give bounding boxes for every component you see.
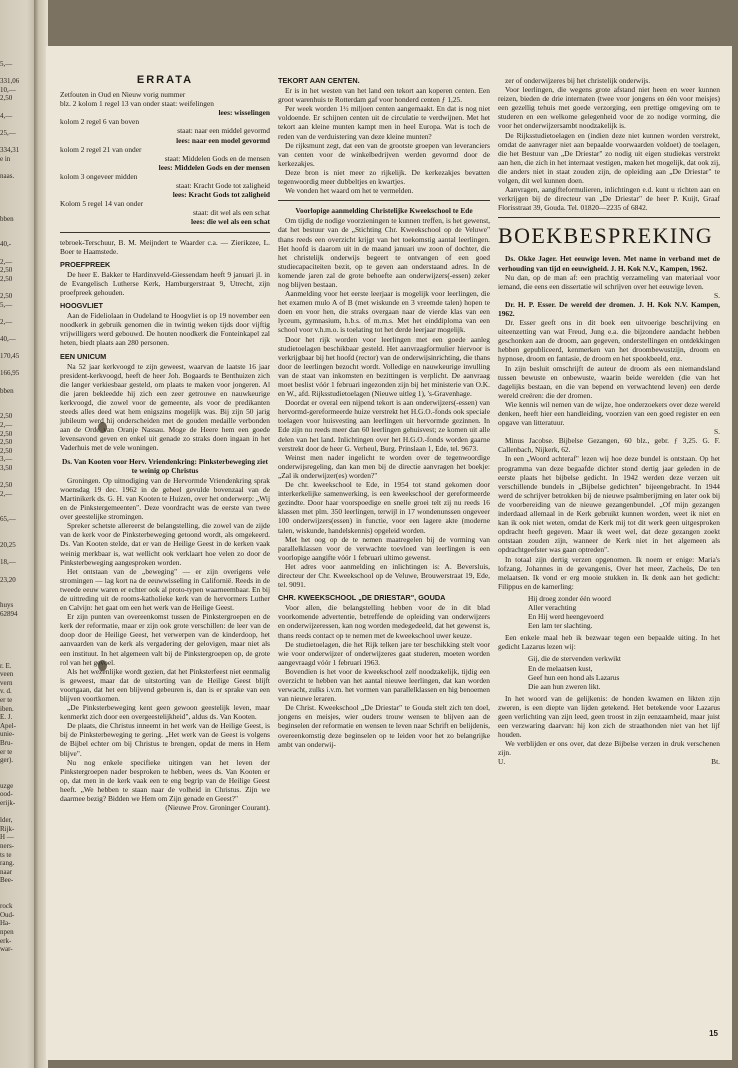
article-paragraph: De Rijksstudietoelagen en (indien deze niet kunnen worden verstrekt, omdat de aanvrager niet aan bepaalde voorwaarden voldoet) de toelagen, die het Bestuur van „De Driestar" zo nodig uit eigen studiekas verstrekt aan hen, die zich in het internaat vestigen, maken het mogelijk, dat ook zij, die anders niet in staat zouden zijn, de opleiding aan „De Driestar" te volgen, dit wel kunnen doen. [498, 130, 720, 186]
review-text: Wie kennis wil nemen van de wijze, hoe onderzoekers over deze wereld denken, heeft hier een handleiding, voorzien van een goed register en een opgave van litteratuur. [498, 399, 720, 428]
strip-line [0, 619, 34, 628]
poem-line: Gij, die de stervenden verkwikt [528, 654, 621, 664]
poem-line: Hij droeg zonder één woord [528, 593, 611, 603]
kooten-source: (Nieuwe Prov. Groninger Courant). [165, 803, 270, 813]
strip-line: 2,50 [0, 446, 13, 455]
strip-line: ger). [0, 756, 14, 765]
strip-line: 5,— [0, 60, 13, 68]
review-jacobse [498, 436, 720, 766]
strip-line [0, 627, 34, 636]
strip-line: Bru- [0, 738, 13, 747]
strip-line [0, 894, 34, 903]
errata-line: lees: wisselingen [218, 108, 270, 118]
article-paragraph: Nu nog enkele specifieke uitingen van het leven der Pinkstergroepen nader besproken te hebben, wees ds. Van Kooten er op, dat men in de kerk vaak een te eng begrip van de Heilige Geest heeft. „We hebben te staan naar de volheid in Christus. Zijn we daarmee bezig? Bidden we Hem om Zijn genade en Geest?" [60, 757, 270, 804]
strip-line [0, 283, 34, 292]
article-paragraph: Doordat er overal een nijpend tekort is aan onderwijzers(-essen) van hervormd-gereformeerde huize verstrekt het H.G.O.-fonds ook speciale toelagen voor huisvesting aan leerlingen uit hervormde gezinnen. In Ede zijn nu reeds meer dan 60 leerlingen gehuisvest; ze komen uit alle delen van het land. Inlichtingen over het H.G.O.-fonds worden gaarne verstrekt door de heer G. Verheul, Burg. Prinslaan 1, Ede, tel. 9673. [278, 398, 490, 453]
errata-line: staat: naar een middel gevormd [177, 126, 270, 136]
column-3 [498, 76, 720, 767]
strip-line: 2,50 [0, 412, 13, 421]
article-paragraph: Het adres voor aanmelding en inlichtingen is: A. Beversluis, directeur der Chr. Kweekschool op de Veluwe, Brouwerstraat 19, Ede, tel. 9091. [278, 561, 490, 590]
poem-line: En de melaatsen kust, [528, 663, 593, 673]
article-paragraph: We vonden het waard om het te vermelden. [285, 186, 414, 196]
strip-line: 2,50 [0, 94, 13, 103]
strip-line: 25,— [0, 128, 16, 137]
strip-line [0, 249, 34, 258]
article-paragraph: „De Pinksterbeweging kent geen gewoon geestelijk leven, maar kenmerkt zich door een overgeestelijkheid", aldus ds. Van Kooten. [60, 703, 270, 722]
unicum-text: Na 52 jaar kerkvoogd te zijn geweest, waarvan de laatste 16 jaar president-kerkvoogd, heeft de heer Joh. Bogaards te Benthuizen zich die langer verkiesbaar gesteld, om plaats te maken voor jongeren. Al die jaren bekleedde hij zich een zeer getrouwe en nauwkeurige kerkvoogd, die zowel voor de gemeente, als voor de predikanten steeds alles deed wat hem enigszins mogelijk was. Bij zijn 50 jarig jubileum werd hij onderscheiden met de gouden medaille verbonden aan de Orde van Oranje Nassau. Moge de Heere hem een goede levensavond geven en enkel uit genade zo straks doen ingaan in het Vaderhuis met de vele woningen. [60, 361, 270, 453]
article-paragraph: Deze bron is niet meer zo rijkelijk. De kerkezakjes bevatten tegenwoordig meer dubbeltjes en kwartjes. [278, 167, 490, 187]
article-paragraph: zer of onderwijzeres bij het christelijk onderwijs. [505, 76, 651, 85]
strip-line [0, 473, 34, 482]
strip-line [0, 550, 34, 559]
review-esser [498, 300, 720, 436]
strip-line [0, 395, 34, 404]
kooten-heading: Ds. Van Kooten voor Herv. Vriendenkring: Pinksterbeweging ziet te weinig op Christus [62, 456, 268, 475]
errata-line: staat: Kracht Gode tot zaligheid [176, 181, 270, 191]
strip-line: 40,— [0, 335, 16, 343]
review-okke-jager [498, 254, 720, 299]
article-paragraph: De studietoelagen, die het Rijk telken jare ter beschikking stelt voor wie voor onderwijzer of onderwijzeres gaat studeren, moeten worden aangevraagd vóór 1 februari 1963. [278, 639, 490, 667]
strip-line: bben [0, 214, 14, 223]
strip-line [0, 533, 34, 542]
strip-line: 2,50 [0, 274, 13, 283]
strip-line: 334,31 [0, 145, 20, 154]
review-text: In het woord van de gelijkenis: de honden kwamen en likten zijn zweren, is een diepte van lijden getekend. Het betekende voor Lazarus geen verlichting van zijn leed, geen troost in zijn eenzaamheid, maar juist een verzwaring daarvan: hij kon zich de straathonden niet van het lijf houden. [498, 693, 720, 740]
strip-line: E. J. [0, 713, 13, 722]
strip-line: 62894 [0, 610, 18, 618]
proefpreek-text: De heer E. Bakker te Hardinxveld-Giessendam heeft 9 januari jl. in de Evangelisch Lutherse Kerk, Hamburgerstraat 9, Utrecht, zijn proefpreek gehouden. [60, 269, 270, 297]
driestar-heading: CHR. KWEEKSCHOOL „DE DRIESTAR", GOUDA [278, 593, 446, 603]
tekort-heading: TEKORT AAN CENTEN. [278, 76, 360, 85]
errata-line: staat: dit wel als een schat [193, 208, 270, 218]
strip-line [0, 232, 34, 241]
strip-line: 2,— [0, 489, 13, 498]
strip-line: 2,— [0, 317, 13, 326]
article-paragraph: Door het rijk worden voor leerlingen met een goede aanleg studietoelagen beschikbaar gesteld. Het aanvraagformulier hiervoor is verkrijgbaar bij het hoofd (rector) van de onderwijsinrichting, die thans door de leerlingen bezocht wordt. Volledige en nauwkeurige invulling van de staat van inkomsten en bezittingen is verplicht. De aanvraag moet beslist vóór 1 februari ingezonden zijn bij het ministerie van O.K. en W., afd. Rijksstudietoelagen (Nieuwe uitleg 1), 's-Gravenhage. [278, 334, 490, 399]
review-text: We verblijden er ons over, dat deze Bijbelse verzen in druk verschenen zijn. [498, 739, 720, 758]
review-text: Nu dan, op de man af: een prachtig verzameling van materiaal voor iemand, die eens een dissertatie wil schrijven over het eeuwige leven. [498, 272, 720, 291]
strip-line: 2,50 [0, 438, 13, 447]
divider [498, 217, 720, 218]
article-paragraph: Voor leerlingen, die wegens grote afstand niet heen en weer kunnen reizen, bieden de drie internaten (twee voor jongens en één voor meisjes) een gezellig tehuis met goede verzorging, een prettige omgeving om te studeren en een welkome gelegenheid voor de zo nodige vorming, die voor het onderwijzersambt noodzakelijk is. [498, 85, 720, 131]
strip-line: 331,06 [0, 77, 20, 86]
article-paragraph: De Christ. Kweekschool „De Driestar" te Gouda stelt zich ten doel, jongens en meisjes, wier ouders trouw wensen te blijven aan de beginselen der reformatie en wensen te leven naar Schrift en belijdenis, overeenkomstig deze beginselen op te leiden voor het zo belangrijke ambt van onderwij- [278, 703, 490, 749]
article-paragraph: Er zijn punten van overeenkomst tussen de Pinkstergroepen en de kerk der reformatie, maar er zijn ook grote verschillen: de leer van de doop door de Heilige Geest, het verwerpen van de kinderdoop, het aanvaarden van de kerk als vergadering der gelovigen, maar niet als een instituut. In het algemeen valt bij de Pinkstergroepen op, de grote rol van het gevoel. [60, 612, 270, 667]
poem-line: Een lam ter slachting. [528, 621, 593, 631]
strip-line: 10,— [0, 85, 16, 94]
driestar-continued [498, 76, 720, 212]
strip-line [0, 524, 34, 533]
errata-line: Zetfouten in Oud en Nieuw vorig nummer [60, 90, 186, 100]
strip-line [0, 120, 34, 129]
strip-line [0, 404, 34, 413]
kooten-article [60, 476, 270, 803]
column-1 [60, 76, 270, 812]
article-paragraph: Aanmelding voor het eerste leerjaar is mogelijk voor leerlingen, die het examen mulo A of B (met wiskunde en 3 vreemde talen) hopen te doen en voor hen, die straks overgaan naar de vierde klas van een lyceum, gymnasium, h.b.s. of m.m.s. Met het einddiploma van een school voor v.h.m.o. is toelating tot het derde leerjaar mogelijk. [278, 289, 490, 335]
errata-line: staat: Middelen Gods en de mensen [164, 153, 270, 163]
book-citation: Dr. H. P. Esser. De wereld der dromen. J. H. Kok N.V. Kampen, 1962. [498, 299, 720, 318]
strip-line: er te [0, 747, 13, 756]
strip-line: lder, [0, 816, 13, 825]
section-title: BOEKBESPREKING [498, 223, 714, 249]
errata-line: Kolom 5 regel 14 van onder [60, 199, 144, 209]
column-2 [278, 76, 490, 749]
errata-line: lees: naar een model gevormd [176, 135, 270, 145]
strip-line [0, 765, 34, 774]
strip-line: 166,95 [0, 369, 20, 378]
proefpreek-heading: PROEFPREEK [60, 259, 111, 269]
article-paragraph: Als het wezenlijke wordt gezien, dat het Pinksterfeest niet eenmalig is geweest, maar dat de uitstorting van de Heilige Geest blijft voortgaan, dat het een blijvend gebeuren is, dan is er sprake van een blijven voortkomen. [60, 666, 270, 703]
tekort-article [278, 86, 490, 195]
strip-line [0, 180, 34, 189]
strip-line [0, 644, 34, 653]
signature-left: U. [498, 757, 506, 767]
strip-line: er te [0, 695, 13, 704]
poem-line: Die aan hun zweren likt. [528, 681, 601, 691]
poem-line: Geef hun een hond als Lazarus [528, 672, 620, 682]
driestar-article [278, 603, 490, 749]
errata-line: lees: Middelen Gods en der mensen [158, 162, 270, 172]
strip-line: ts te [0, 850, 12, 859]
strip-line [0, 507, 34, 516]
strip-line: 2,50 [0, 266, 13, 275]
strip-line [0, 808, 34, 817]
strip-line [0, 636, 34, 645]
strip-line [0, 309, 34, 318]
unicum-heading: EEN UNICUM [60, 351, 107, 361]
divider [60, 232, 270, 233]
article-paragraph: Per week worden 1½ miljoen centen aangemaakt. En dat is nog niet voldoende. Er schijnen centen uit de circulatie te verdwijnen. Met het tekort aan kleine munten kampt men in heel Europa. Wat is toch de reden van de verduistering van deze kleine munten? [278, 104, 490, 141]
strip-line: rock [0, 902, 13, 911]
strip-line: Apel- [0, 721, 16, 730]
strip-line [0, 344, 34, 353]
strip-line: 2,50 [0, 292, 13, 301]
strip-line: unie- [0, 730, 15, 739]
strip-line [0, 223, 34, 232]
strip-line: Ha- [0, 919, 11, 928]
strip-line [0, 137, 34, 146]
errata-line: kolom 2 regel 21 van onder [60, 144, 142, 154]
strip-line: bben [0, 386, 14, 395]
errata-title: ERRATA [136, 74, 194, 86]
strip-line [0, 773, 34, 782]
strip-line: Rijk- [0, 824, 15, 833]
article-paragraph: Er is in het westen van het land een tekort aan koperen centen. Een groot warenhuis te Rotterdam gaf voor honderd centen ƒ 1,25. [278, 86, 490, 105]
strip-line [0, 584, 34, 593]
strip-line: 4,— [0, 111, 13, 120]
strip-line: 5,— [0, 300, 13, 309]
strip-line [0, 593, 34, 602]
book-citation: Ds. Okke Jager. Het eeuwige leven. Met name in verband met de verhouding van tijd en eeuwigheid. J. H. Kok N.V., Kampen, 1962. [498, 254, 720, 273]
strip-line: H — [0, 833, 14, 842]
strip-line: vern [0, 678, 13, 687]
strip-line: erijk- [0, 799, 16, 808]
strip-line: 40,- [0, 240, 12, 249]
strip-line: 3,— [0, 455, 13, 464]
review-text: In zijn besluit omschrijft de auteur de droom als een niemandsland tussen bewuste en onbewuste, waarin beide werelden (die van het dagelijks bestaan, en die van bepend en verwachtend leven) een derde wereld creëren: die der dromen. [498, 363, 720, 400]
strip-line: 2,50 [0, 429, 13, 438]
strip-line [0, 163, 34, 172]
signature: Bt. [711, 757, 720, 767]
strip-line [0, 498, 34, 507]
strip-line [0, 653, 34, 662]
divider [278, 200, 490, 201]
article-paragraph: De rijksmunt zegt, dat een van de grootste groepen van leveranciers van centen voor de winkelbedrijven werden gevormd door de kerkezakjes. [278, 140, 490, 168]
strip-line: 170,45 [0, 352, 20, 361]
strip-line: iben. [0, 704, 14, 713]
strip-line [0, 189, 34, 198]
article-paragraph: Aanvragen, aangifteformulieren, inlichtingen e.d. kunt u richten aan en verkrijgen bij de directeur van „De Driestar" de heer P. Kuijt, Graaf Florisstraat 39, Gouda. Tel. 01820—2235 of 6842. [498, 185, 720, 213]
article-paragraph: Met het oog op de te nemen maatregelen bij de vorming van parallelklassen voor de verwachte toevloed van leerlingen is een voorlopige aangifte vóór 1 februari ultimo gewenst. [278, 534, 490, 562]
poem-excerpt [498, 654, 720, 690]
strip-line: 2,— [0, 420, 13, 429]
article-paragraph: Spreker schetste allereerst de belangstelling, die zowel van de zijde van de kerk voor de Pinksterbeweging getoond wordt, als omgekeerd. Ds. Van Kooten stelde, dat er van de Heilige Geest in de kerken vaak weinig merkbaar is, wat wellicht ook verklaart hoe velen zo door de Pinksterbeweging aangesproken worden. [60, 521, 270, 567]
review-text: In een „Woord achteraf" lezen wij hoe deze bundel is ontstaan. Op het programma van deze begaafde dichter stond dertig jaar geleden in de eerste plaats het bijbelse gedicht. In 1942 werden deze verzen uit verschillende bundels in „Bijbelse gedichten" bijeengebracht. In 1944 werd de schrijver betrokken bij de nieuwe psalmberijming en later ook bij de voorbereiding van de nieuwe gezangenbundel. „Of mijn gezangen inderdaad allemaal in de Kerk gebruikt kunnen worden, weet ik niet en kan ik ook niet weten, omdat de Kerk mij tot dit werk geen uitgesproken opdracht heeft gegeven. Maar ik weet wel, dat deze gezangen zoekt ontstaan zouden zijn, wanneer de Kerk niet in het algemeen als opdrachtgeefster was gaan optreden". [498, 454, 720, 555]
review-text: Een enkele maal heb ik bezwaar tegen een bepaalde uiting. In het gedicht Lazarus lezen wij: [498, 633, 720, 652]
errata-list [60, 90, 270, 226]
errata-line: kolom 2 regel 6 van boven [60, 117, 140, 127]
strip-line: v. d. [0, 687, 12, 696]
strip-line: 3,50 [0, 463, 13, 472]
article-paragraph: Weinst men nader ingelicht te worden over de tegenwoordige onderwijsregeling, dan kan men bij de directie aanvragen het boekje: „Zal ik onderwijzer(es) worden?" [278, 452, 490, 480]
strip-line: huys [0, 601, 14, 610]
voorlopige-heading: Voorlopige aanmelding Christelijke Kweekschool te Ede [295, 206, 473, 216]
hoogvliet-heading: HOOGVLIET [60, 301, 103, 311]
strip-line [0, 206, 34, 215]
strip-line: 65,— [0, 515, 16, 524]
strip-line [0, 326, 34, 335]
strip-line [0, 198, 34, 207]
strip-line: npen [0, 927, 14, 936]
strip-line: erk- [0, 936, 12, 945]
strip-line: rang. [0, 859, 15, 868]
strip-line [0, 103, 34, 112]
strip-line [0, 885, 34, 894]
strip-line: 20,25 [0, 541, 16, 550]
intro-text: tebroek-Terschuur, B. M. Meijndert te Waarder c.a. — Zierikzee, L. Boer te Haamstede. [60, 237, 270, 256]
article-paragraph: Het ontstaan van de „beweging" — er zijn overigens vele stromingen — lag kort na de eeuwwisseling in Californië. Reeds in de tweede eeuw waren er echter ook al proto-typen waarneembaar. En bij de uittreding uit de rooms-katholieke kerk van de hervormers Luther en Calvijn: het gaat om een het werk van de Heilige Geest. [60, 566, 270, 613]
voorlopige-article [278, 216, 490, 589]
strip-line: 2,50 [0, 481, 13, 490]
article-paragraph: De plaats, die Christus inneemt in het werk van de Heilige Geest, is bij de Pinksterbeweging te gering. „Het werk van de Geest is volgens de Bijbel echter om bij Christus te brengen, opdat de mens in Hem blijve". [60, 721, 270, 758]
page-number: 15 [709, 1029, 718, 1038]
newspaper-page [46, 46, 732, 1060]
strip-line: r. E. [0, 661, 12, 670]
strip-line: naar [0, 867, 13, 876]
strip-line [0, 361, 34, 370]
poem-excerpt [498, 594, 720, 630]
errata-line: lees: die wel als een schat [190, 217, 270, 227]
poem-line: Aller verachting [528, 602, 577, 612]
strip-line: naas. [0, 171, 15, 180]
article-paragraph: Om tijdig de nodige voorzieningen te kunnen treffen, is het gewenst, dat het bestuur van de „Stichting Chr. Kweekschool op de Veluwe" thans reeds een overzicht krijgt van het toekomstig aantal leerlingen. Het hoofd is daarom uit in de maand januari uw zoon of dochter, die het christelijk onderwijs begeert te ontvangen of een goed studiecapaciteiten bezit, op te geven aan onderstaand adres. In de komende jaren zal de grote behoefte aan onderwijzers(-essen) zeker nog blijven bestaan. [278, 216, 490, 289]
strip-line: veen [0, 670, 14, 679]
article-paragraph: Voor allen, die belangstelling hebben voor de in dit blad voorkomende advertentie, betreffende de opleiding van onderwijzers en onderwijzeressen, kan nog worden medegedeeld, dat het gewenst is, thans reeds contact op te nemen met de kweekschool uwer keuze. [278, 603, 490, 640]
article-paragraph: De chr. kweekschool te Ede, in 1954 tot stand gekomen door interkerkelijke samenwerking, is een kweekschool der gereformeerde gezindte. Door haar voorspoedige en snelle groei telt zij nu reeds 16 klassen met plm. 350 leerlingen, terwijl in 17 wondenunssen ongeveer 100 onderwijzers(essen) in functie, voor een lagere akte (moderne talen, wiskunde, handelskennis) opgeleid worden. [278, 480, 490, 535]
strip-line [0, 567, 34, 576]
strip-line: ners- [0, 842, 14, 851]
strip-line: 2,— [0, 257, 13, 266]
article-paragraph: Groningen. Op uitnodiging van de Hervormde Vriendenkring sprak woensdag 19 dec. 1962 in de geheel gevulde bovenzaal van de Martinikerk ds. G. H. van Kooten te Huizen, over het onderwerp: „Wij en de Pinkstergemeenten". Deze voordracht was de eerste van twee over geestelijke stromingen. [60, 475, 270, 522]
errata-line: kolom 3 ongeveer midden [60, 171, 138, 181]
strip-line: war- [0, 945, 13, 954]
review-text: Dr. Esser geeft ons in dit boek een uitvoerige beschrijving en uiteenzetting van wat Freud, Jung e.a. die bijzondere aandacht hebben geschonken aan de droom, aan gegeven, onderstellingen en ontdekkingen hebben gepubliceerd, kenmerken van het droombewustzijn, droom en hypnose, droom en fantasie, de droom en het spookbeeld, enz. [498, 318, 720, 364]
strip-line: 18,— [0, 558, 16, 567]
signature: S. [714, 427, 720, 437]
errata-line: blz. 2 kolom 1 regel 13 van onder staat: weifelingen [60, 99, 214, 109]
review-text: In totaal zijn dertig verzen opgenomen. Ik noem er enige: Maria's lofzang, Johannes in de gevangenis, Over het meer, Zacheüs, De ten melaatsen. Ik vond er erg mooie stukken in. Ik denk aan het gedicht: Filippus en de kamerling: [498, 554, 720, 591]
article-paragraph: Bovendien is het voor de kweekschool zelf noodzakelijk, tijdig een overzicht te hebben van het aantal nieuwe leerlingen, dat kan worden verwacht, zulks i.v.m. het vormen van parallelklassen en hig benoemen van nieuwe leraren. [278, 666, 490, 704]
hoogvliet-text: Aan de Fideliolaan in Oudeland te Hoogvliet is op 19 november een noodkerk in gebruik genomen die in twintig weken tijds door vijftig vrijwilligers werd gebouwd. De houten noodkerk die Fonteinkapel zal heten, biedt plaats aan 280 personen. [60, 311, 270, 348]
previous-page-strip [0, 60, 34, 1060]
strip-line: 23,20 [0, 575, 16, 584]
poem-line: En Hij werd heengevoerd [528, 612, 604, 622]
strip-line: e in [0, 154, 11, 163]
strip-line [0, 69, 34, 78]
strip-line: Oud- [0, 910, 15, 919]
strip-line: ood- [0, 790, 13, 799]
book-citation: Minus Jacobse. Bijbelse Gezangen, 60 blz., gebr. ƒ 3,25. G. F. Callenbach, Nijkerk, 62. [498, 436, 720, 455]
signature: S. [714, 290, 720, 300]
strip-line [0, 378, 34, 387]
strip-line: Bee- [0, 876, 14, 885]
errata-line: lees: Kracht Gods tot zaligheid [172, 190, 270, 200]
strip-line: uzge [0, 781, 14, 790]
